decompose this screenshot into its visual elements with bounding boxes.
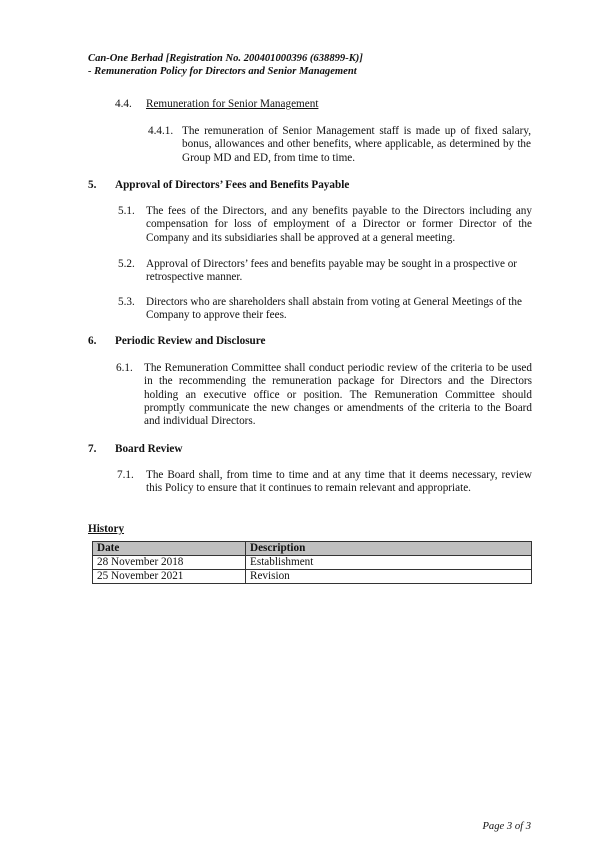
section-title-7: Board Review [115, 443, 183, 455]
history-column-description: Description [246, 542, 532, 556]
history-description-cell: Revision [246, 570, 532, 584]
clause-number-4-4-1: 4.4.1. [148, 125, 174, 137]
history-description-cell: Establishment [246, 556, 532, 570]
history-table-header-row [93, 542, 532, 556]
clause-number-5-2: 5.2. [118, 258, 135, 270]
table-row [93, 556, 532, 570]
section-number-5: 5. [88, 179, 97, 191]
clause-number-7-1: 7.1. [117, 469, 134, 481]
clause-text-5-3: Directors who are shareholders shall abstain from voting at General Meetings of the Company to approve their fees. [146, 296, 522, 322]
clause-text-6-1: The Remuneration Committee shall conduct periodic review of the criteria to be used in the recommending the remuneration package for Directors and the Directors holding an executive office or position. The Remuneration Committee should promptly communicate the new changes or amendments of the criteria to the Board and individual Directors. [144, 362, 532, 428]
table-row [93, 570, 532, 584]
page-number: Page 3 of 3 [482, 821, 531, 832]
clause-text-7-1: The Board shall, from time to time and at any time that it deems necessary, review this Policy to ensure that it continues to remain relevant and appropriate. [146, 469, 532, 495]
history-title: History [88, 523, 125, 535]
section-title-5: Approval of Directors’ Fees and Benefits Payable [115, 179, 350, 191]
history-column-date: Date [93, 542, 246, 556]
clause-number-5-3: 5.3. [118, 296, 135, 308]
section-number-6: 6. [88, 335, 97, 347]
document-header-policy: - Remuneration Policy for Directors and Senior Management [88, 66, 357, 77]
history-table [92, 541, 532, 584]
section-number-4-4: 4.4. [115, 98, 132, 110]
clause-number-6-1: 6.1. [116, 362, 133, 374]
clause-text-5-1: The fees of the Directors, and any benefits payable to the Directors including any compensation for loss of employment of a Director or former Director of the Company and its subsidiaries shall be approved at a general meeting. [146, 205, 532, 244]
document-header-company: Can-One Berhad [Registration No. 200401000396 (638899-K)] [88, 53, 363, 64]
history-date-cell: 25 November 2021 [93, 570, 246, 584]
section-title-6: Periodic Review and Disclosure [115, 335, 266, 347]
clause-text-5-2: Approval of Directors’ fees and benefits payable may be sought in a prospective or retrospective manner. [146, 258, 518, 284]
clause-number-5-1: 5.1. [118, 205, 135, 217]
clause-text-4-4-1: The remuneration of Senior Management staff is made up of fixed salary, bonus, allowances and other benefits, where applicable, as determined by the Group MD and ED, from time to time. [182, 125, 531, 164]
history-date-cell: 28 November 2018 [93, 556, 246, 570]
section-number-7: 7. [88, 443, 97, 455]
section-title-4-4: Remuneration for Senior Management [146, 98, 319, 110]
